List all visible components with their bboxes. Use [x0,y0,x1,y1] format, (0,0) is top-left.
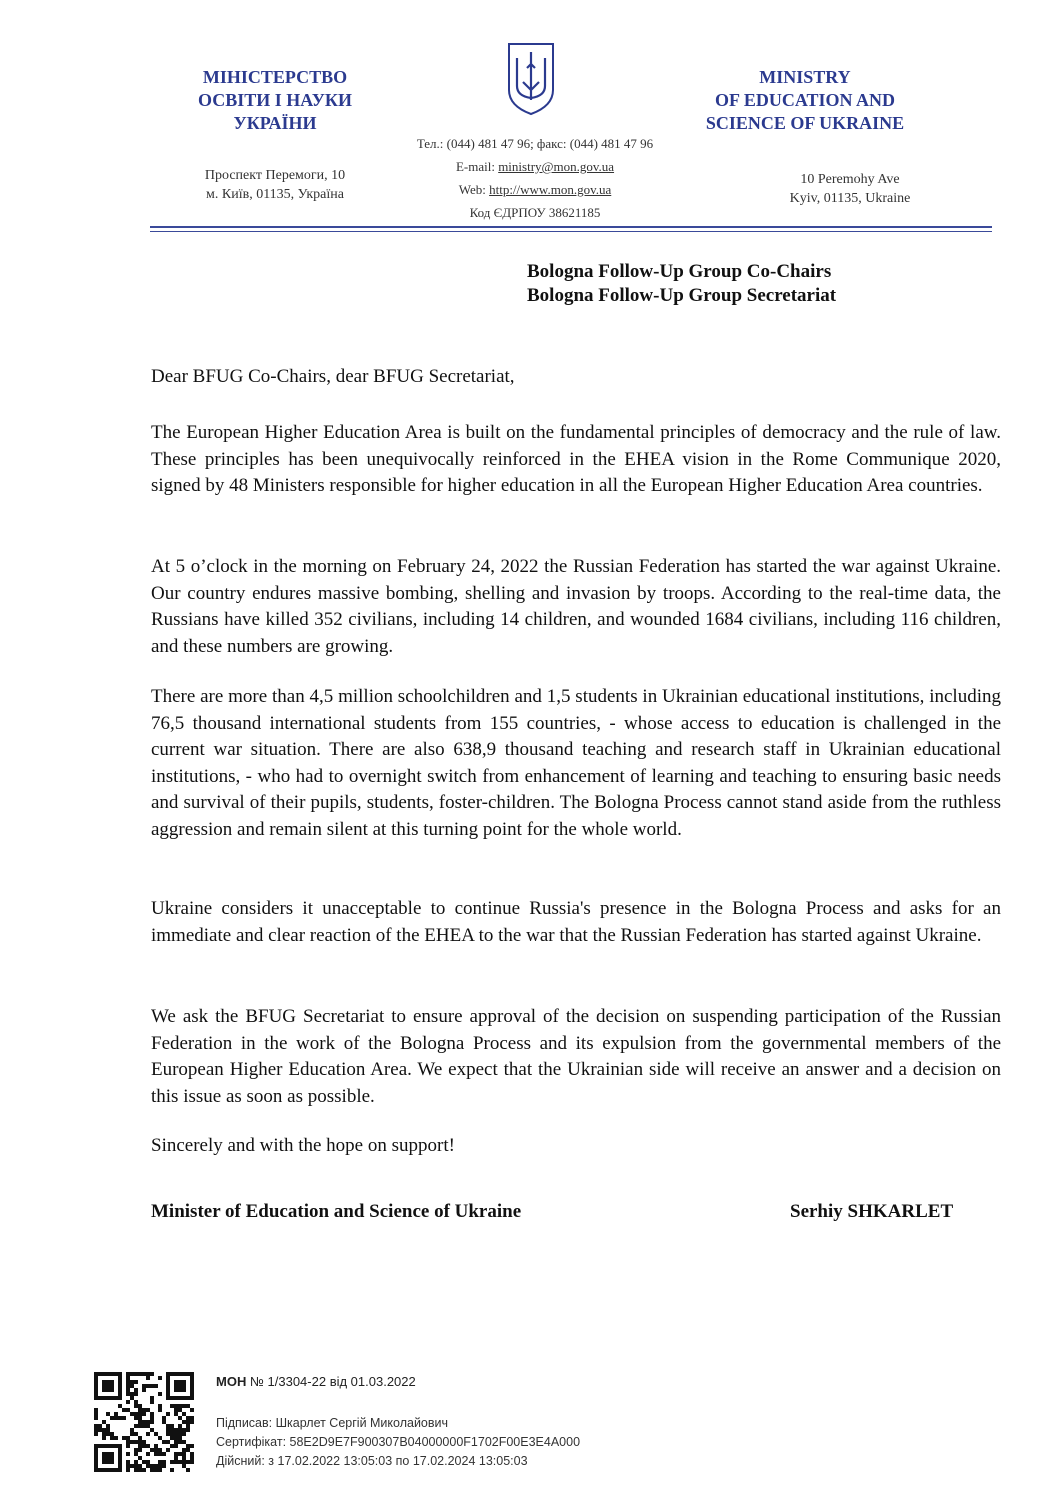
ministry-name-english: MINISTRY OF EDUCATION AND SCIENCE OF UKRAINE [705,67,905,133]
certificate-validity: Дійсний: з 17.02.2022 13:05:03 по 17.02.2024 13:05:03 [216,1454,528,1468]
registration-number: МОН № 1/3304-22 від 01.03.2022 [216,1374,416,1389]
email-link[interactable]: ministry@mon.gov.ua [498,159,615,174]
web-link[interactable]: http://www.mon.gov.ua [489,182,612,197]
signed-by: Підписав: Шкарлет Сергій Миколайович [216,1416,449,1430]
phone-fax: Тел.: (044) 481 47 96; факс: (044) 481 47 96 [416,136,654,151]
ministry-name-ukrainian: МІНІСТЕРСТВО ОСВІТИ І НАУКИ УКРАЇНИ [198,67,352,133]
paragraph: We ask the BFUG Secretariat to ensure approval of the decision on suspending participation of the Russian Federation in the work of the Bologna Process and its expulsion from the governmental members of the European Higher Education Area. We expect that the Ukrainian side will receive an answer and a decision on this issue as soon as possible. [151,1006,1001,1107]
edrpou-code: Код ЄДРПОУ 38621185 [469,205,601,220]
paragraph: The European Higher Education Area is built on the fundamental principles of democracy and the rule of law. These principles has been unequivocally reinforced in the EHEA vision in the Rome Communique 2020, signed by 48 Ministers responsible for higher education in all the European Higher Education Area countries. [151,422,1001,496]
signatory-name: Serhiy SHKARLET [790,1201,954,1222]
digital-signature-info [216,1414,580,1471]
trident-emblem-icon [501,38,561,118]
certificate-id: Сертифікат: 58E2D9E7F900307B04000000F1702F00E3E4A000 [216,1435,581,1449]
address-english: 10 Peremohy Ave Kyiv, 01135, Ukraine [789,172,911,206]
contact-block [380,132,690,224]
salutation: Dear BFUG Co-Chairs, dear BFUG Secretariat, [151,366,515,387]
paragraph: Ukraine considers it unacceptable to continue Russia's presence in the Bologna Process and asks for an immediate and clear reaction of the EHEA to the war that the Russian Federation has started against Ukraine. [151,898,1001,946]
qr-code-icon [94,1372,194,1472]
letterhead-divider-thin [150,231,992,232]
signatory-title: Minister of Education and Science of Ukraine [151,1201,522,1222]
web-line: Web: http://www.mon.gov.ua [458,182,612,197]
email-line: E-mail: ministry@mon.gov.ua [455,159,615,174]
addressee-block: Bologna Follow-Up Group Co-Chairs Bologna Follow-Up Group Secretariat [527,261,837,306]
paragraph: At 5 o’clock in the morning on February 24, 2022 the Russian Federation has started the war against Ukraine. Our country endures massive bombing, shelling and invasion by troops. According to the real-time data, the Russians have killed 352 civilians, including 14 children, and wounded 1684 civilians, including 116 children, and these numbers are growing. [151,556,1001,657]
letterhead-divider [150,226,992,228]
closing-line: Sincerely and with the hope on support! [151,1135,455,1156]
paragraph: There are more than 4,5 million schoolchildren and 1,5 students in Ukrainian educational institutions, including 76,5 thousand international students from 155 countries, - whose access to education is challenged in the current war situation. There are also 638,9 thousand teaching and research staff in Ukrainian educational institutions, - who had to overnight switch from enhancement of learning and teaching to ensuring basic needs and survival of their pupils, students, foster-children. The Bologna Process cannot stand aside from the ruthless aggression and remain silent at this turning point for the whole world. [151,686,1001,840]
address-ukrainian: Проспект Перемоги, 10 м. Київ, 01135, Україна [204,168,346,202]
